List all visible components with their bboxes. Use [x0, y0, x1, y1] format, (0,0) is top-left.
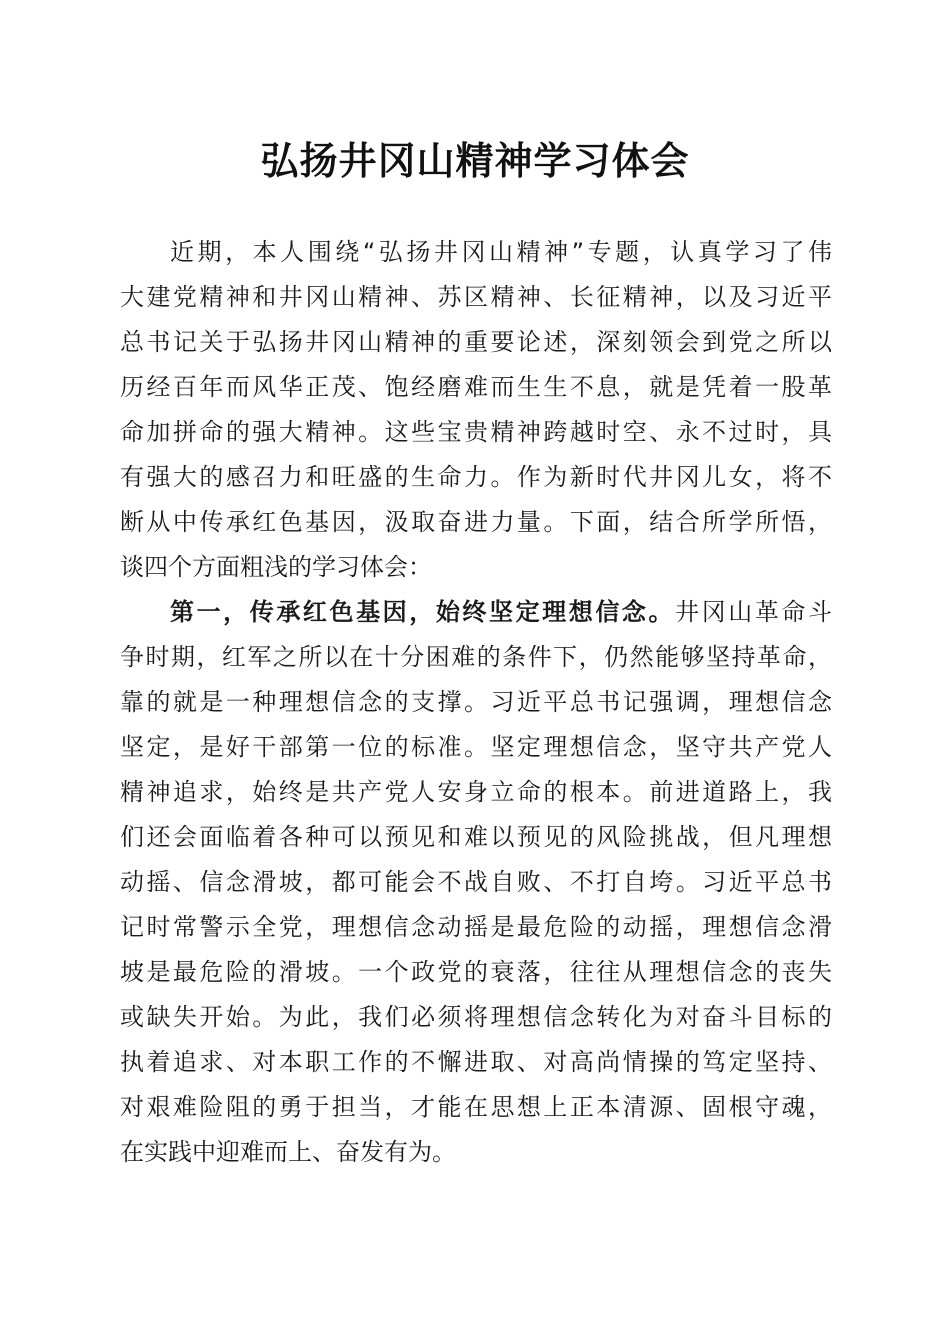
- paragraph-line: 历经百年而风华正茂、饱经磨难而生生不息，就是凭着一股革: [120, 373, 832, 401]
- point-heading: 第一，传承红色基因，始终坚定理想信念。: [170, 598, 676, 626]
- paragraph-line: 执着追求、对本职工作的不懈进取、对高尚情操的笃定坚持、: [120, 1048, 832, 1076]
- paragraph-line: 精神追求，始终是共产党人安身立命的根本。前进道路上，我: [120, 778, 832, 806]
- paragraph-line: 谈四个方面粗浅的学习体会：: [120, 553, 432, 581]
- paragraph-line: 总书记关于弘扬井冈山精神的重要论述，深刻领会到党之所以: [120, 328, 832, 356]
- point-lead-text: 井冈山革命斗: [675, 598, 833, 626]
- paragraph-line: 记时常警示全党，理想信念动摇是最危险的动摇，理想信念滑: [120, 913, 832, 941]
- paragraph-intro: [120, 232, 832, 592]
- paragraph-line: 坚定，是好干部第一位的标准。坚定理想信念，坚守共产党人: [120, 733, 832, 761]
- paragraph-line: 动摇、信念滑坡，都可能会不战自败、不打自垮。习近平总书: [120, 868, 832, 896]
- paragraph-line: 有强大的感召力和旺盛的生命力。作为新时代井冈儿女，将不: [120, 463, 832, 491]
- document-title: 弘扬井冈山精神学习体会: [260, 138, 690, 183]
- paragraph-line: 靠的就是一种理想信念的支撑。习近平总书记强调，理想信念: [120, 688, 832, 716]
- paragraph-line: 命加拼命的强大精神。这些宝贵精神跨越时空、永不过时，具: [120, 418, 832, 446]
- paragraph-line: 坡是最危险的滑坡。一个政党的衰落，往往从理想信念的丧失: [120, 958, 832, 986]
- paragraph-line: 们还会面临着各种可以预见和难以预见的风险挑战，但凡理想: [120, 823, 832, 851]
- paragraph-line: [120, 592, 832, 637]
- paragraph-line: 大建党精神和井冈山精神、苏区精神、长征精神，以及习近平: [120, 283, 832, 311]
- paragraph-line: 近期，本人围绕“弘扬井冈山精神”专题，认真学习了伟: [170, 238, 832, 266]
- paragraph-line: 在实践中迎难而上、奋发有为。: [120, 1138, 456, 1166]
- paragraph-line: 争时期，红军之所以在十分困难的条件下，仍然能够坚持革命，: [120, 643, 832, 671]
- paragraph-first-point: [120, 592, 832, 1177]
- paragraph-line: 对艰难险阻的勇于担当，才能在思想上正本清源、固根守魂，: [120, 1093, 832, 1121]
- paragraph-line: 或缺失开始。为此，我们必须将理想信念转化为对奋斗目标的: [120, 1003, 832, 1031]
- paragraph-line: 断从中传承红色基因，汲取奋进力量。下面，结合所学所悟，: [120, 508, 832, 536]
- document-body: [120, 232, 832, 1177]
